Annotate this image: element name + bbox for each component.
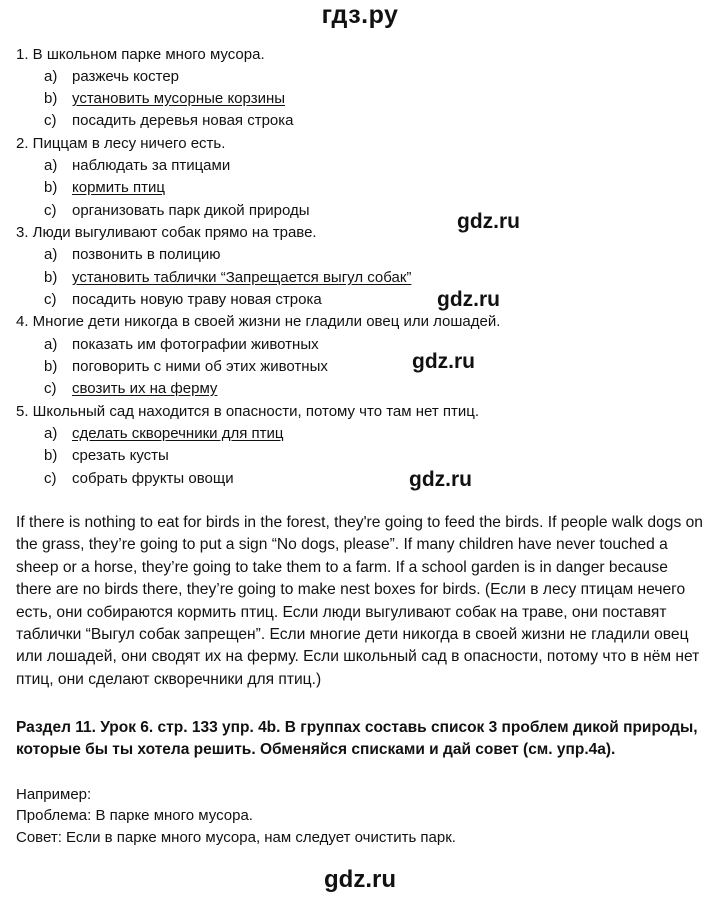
answer-paragraph: If there is nothing to eat for birds in the forest, they're going to feed the birds. If people walk dogs on the grass, they’re going to put a sign “No dogs, please”. If many children have never touched a sheep or a horse, they’re going to take them to a farm. If a school garden is in danger because there are no birds there, they’re going to make nest boxes for birds. (Если в лесу птицам нечего есть, они собираются кормить птиц. Если люди выгуливают собак на траве, они поставят таблички “Выгул собак запрещен”. Если многие дети никогда в своей жизни не гладили овец или лошадей, они сводят их на ферму. Если школьный сад в опасности, потому что в нём нет птиц, они сделают скворечники для птиц.) — [16, 514, 703, 688]
option-5a — [44, 424, 283, 444]
option-letter: c) — [44, 202, 57, 219]
question-3: 3. Люди выгуливают собак прямо на траве. — [16, 224, 317, 241]
option-3a — [44, 245, 220, 265]
question-2: 2. Пиццам в лесу ничего есть. — [16, 135, 226, 152]
option-text: срезать кусты — [72, 447, 169, 464]
option-text-answer: установить мусорные корзины — [72, 90, 286, 107]
option-letter: c) — [44, 291, 57, 308]
option-text: поговорить с ними об этих животных — [72, 358, 328, 375]
example-problem: Проблема: В парке много мусора. — [16, 807, 253, 824]
option-letter: a) — [44, 336, 58, 353]
option-2a — [44, 156, 230, 176]
option-letter: c) — [44, 380, 57, 397]
option-4a — [44, 335, 319, 355]
option-5c — [44, 469, 234, 489]
option-1b — [44, 89, 285, 109]
option-letter: a) — [44, 425, 58, 442]
option-letter: b) — [44, 179, 58, 196]
option-2b — [44, 178, 165, 198]
option-text: показать им фотографии животных — [72, 336, 319, 353]
footer-watermark: gdz.ru — [324, 866, 396, 893]
option-3b — [44, 268, 411, 288]
option-letter: b) — [44, 90, 58, 107]
option-text-answer: установить таблички “Запрещается выгул собак” — [72, 269, 412, 286]
option-text-answer: сделать скворечники для птиц — [72, 425, 284, 442]
option-text-answer: кормить птиц — [72, 179, 165, 196]
option-text: посадить новую траву новая строка — [72, 291, 322, 308]
question-4: 4. Многие дети никогда в своей жизни не гладили овец или лошадей. — [16, 313, 501, 330]
question-5: 5. Школьный сад находится в опасности, потому что там нет птиц. — [16, 403, 480, 420]
option-letter: a) — [44, 68, 58, 85]
option-text-answer: свозить их на ферму — [72, 380, 218, 397]
option-text: позвонить в полицию — [72, 246, 221, 263]
watermark: gdz.ru — [437, 288, 500, 311]
watermark: gdz.ru — [457, 210, 520, 233]
option-letter: c) — [44, 470, 57, 487]
example-label: Например: — [16, 786, 92, 803]
option-text: собрать фрукты овощи — [72, 470, 234, 487]
option-letter: b) — [44, 447, 58, 464]
option-text: разжечь костер — [72, 68, 180, 85]
option-1c — [44, 111, 294, 131]
option-letter: b) — [44, 269, 58, 286]
option-2c — [44, 201, 310, 221]
watermark: gdz.ru — [412, 350, 475, 373]
question-1: 1. В школьном парке много мусора. — [16, 46, 265, 63]
option-text: посадить деревья новая строка — [72, 112, 294, 129]
watermark: gdz.ru — [409, 468, 472, 491]
example-advice: Совет: Если в парке много мусора, нам следует очистить парк. — [16, 829, 456, 846]
option-4c — [44, 379, 217, 399]
task-heading: Раздел 11. Урок 6. стр. 133 упр. 4b. В группах составь список 3 проблем дикой природы, которые бы ты хотела решить. Обменяйся списками и дай совет (см. упр.4a). — [16, 719, 698, 758]
option-5b — [44, 446, 169, 466]
option-letter: c) — [44, 112, 57, 129]
option-text: наблюдать за птицами — [72, 157, 231, 174]
option-letter: a) — [44, 246, 58, 263]
option-letter: a) — [44, 157, 58, 174]
option-letter: b) — [44, 358, 58, 375]
option-3c — [44, 290, 322, 310]
option-text: организовать парк дикой природы — [72, 202, 310, 219]
site-header: гдз.ру — [321, 1, 399, 29]
option-1a — [44, 67, 179, 87]
option-4b — [44, 357, 328, 377]
